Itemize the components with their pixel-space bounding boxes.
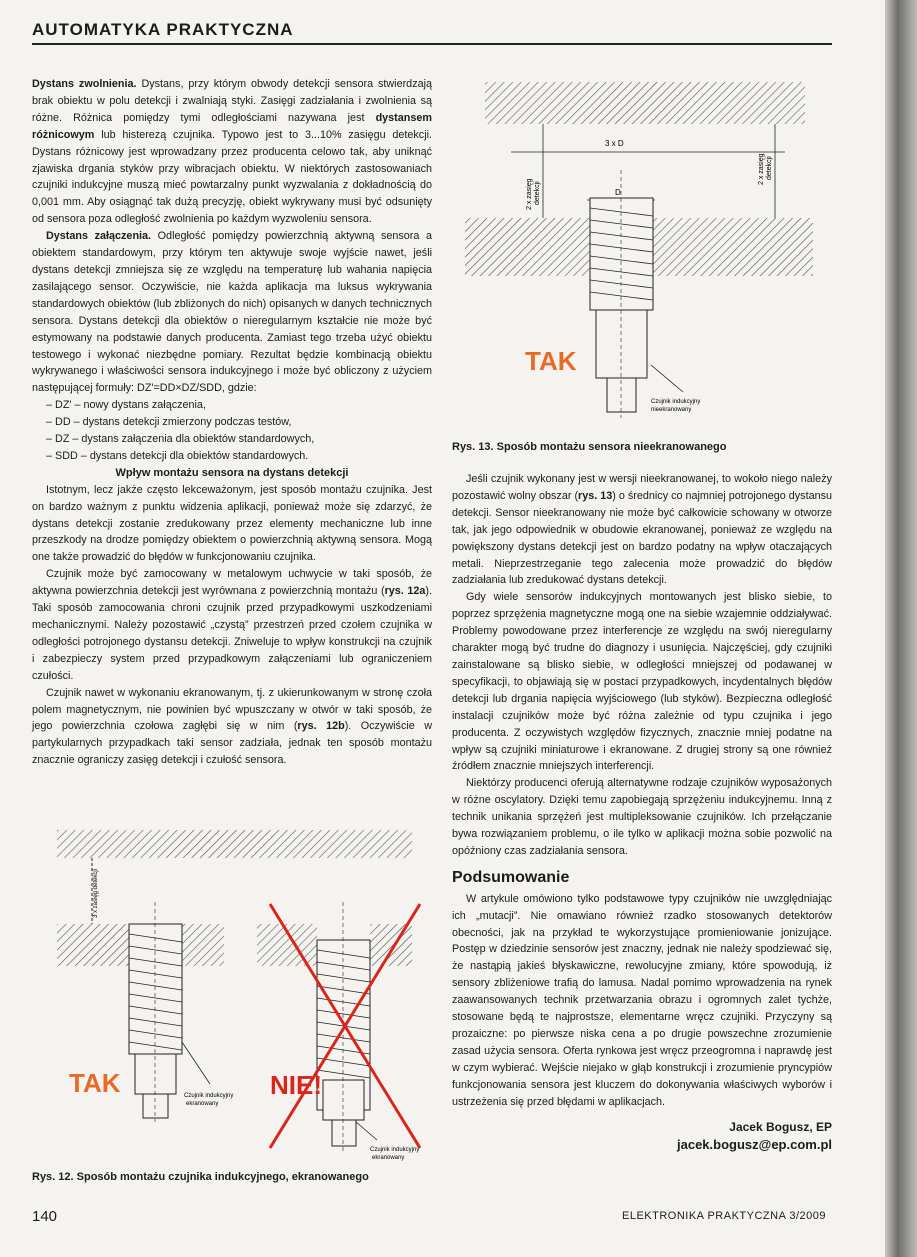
dim-left-line2: detekcji bbox=[534, 181, 541, 205]
target-plate bbox=[57, 830, 412, 858]
sensor-label-13-line2: nieekranowany bbox=[651, 407, 692, 413]
term-differential: dystansem różnicowym bbox=[32, 111, 432, 141]
figure-ref-12b: rys. 12b bbox=[297, 720, 345, 733]
dim-right-line2: detekcji bbox=[766, 156, 773, 180]
nie-label: NIE! bbox=[270, 1070, 322, 1100]
page-number: 140 bbox=[32, 1208, 58, 1225]
paragraph-mounting: Istotnym, lecz jakże często lekceważonym, jest sposób montażu czujnika. Jest on bardzo ważnym z punktu widzenia aplikacji, ponieważ może się zdarzyć, że dystans detekcji zostanie zredukowany przez elementy mechaniczne lub inne przeszkody na drodze pomiędzy obiektem o powierzchnią aktywną sensora. Mogą one także prowadzić do błędów w funkcjonowaniu czujnika. bbox=[32, 483, 432, 564]
author-name: Jacek Bogusz, EP bbox=[729, 1119, 832, 1134]
list-item: – DZ – dystans załączenia dla obiektów standardowych, bbox=[46, 431, 432, 448]
tak-label-13: TAK bbox=[525, 346, 577, 376]
section-title: AUTOMATYKA PRAKTYCZNA bbox=[32, 20, 294, 39]
sensor-label-13-line1: Czujnik indukcyjny bbox=[651, 399, 701, 405]
text-run: Dystans, przy którym obwody detekcji sensora stwierdzają brak obiektu w polu detekcji i zwalniają styki. Zasięgi zadziałania i zwolnienia są różne. Różnica pomiędzy tymi odległościami nazywana jest bbox=[32, 78, 432, 124]
figure-13-caption: Rys. 13. Sposób montażu sensora nieekranowanego bbox=[452, 441, 727, 453]
dim-d-label: D bbox=[615, 188, 621, 197]
subheading-mounting: Wpływ montażu sensora na dystans detekcji bbox=[115, 466, 349, 479]
paragraph-operate-distance bbox=[32, 228, 432, 397]
text-run: ). Oczywiście w partykularnych przypadkach taki sensor zadziała, jednak ten sposób montażu znacznie ograniczy zasięg detekcji i czułość sensora. bbox=[32, 720, 432, 767]
mount-plate-right-b bbox=[370, 924, 412, 966]
magazine-issue: ELEKTRONIKA PRAKTYCZNA 3/2009 bbox=[622, 1210, 827, 1222]
paragraph-summary: W artykule omówiono tylko podstawowe typy czujników nie uwzględniając ich „mutacji”. Nie omawiano również rzadko stosowanych detektorów obecności, jak na przykład te wykorzystujące promieniowanie jonizujące. Postęp w dziedzinie sensorów jest znaczny, jednak nie należy spodziewać się, że nastąpią jakieś błyskawiczne, rewolucyjne zmiany, które spowodują, iż sensory zbliżeniowe trafią do lamusa. Nadal pomimo wprowadzenia na rynek zaawansowanych technik przetwarzania obrazu i ogromnych zalet tychże, stosowane będą te najprostsze, elementarne wręcz czujniki. Przyczyny są prozaiczne: po pierwsze niska cena a po drugie powszechne zrozumienie zasad użycia sensora. Oferta rynkowa jest wręcz przeogromna i naprawdę jest w czym wybierać. Wejście niejako w głąb konstrukcji i zrozumienie pryncypiów funkcjonowania sensora jest kluczem do dokonywania właściwych wyborów i ustrzeżenia się przed błędami w aplikacjach. bbox=[452, 892, 832, 1108]
paragraph-flush-mount bbox=[32, 566, 432, 684]
mount-plate-left bbox=[465, 218, 590, 276]
formula-legend-list bbox=[32, 397, 432, 465]
text-run: Czujnik nawet w wykonaniu ekranowanym, tj. z ukierunkowanym w stronę czoła polem magnetycznym, nie powinien być wpuszczany w otwór w taki sposób, że jego powierzchnia czołowa zagłębi się w nim ( bbox=[32, 686, 432, 733]
sensor-label-a-line1: Czujnik indukcyjny bbox=[184, 1093, 234, 1099]
figure-ref-12a: rys. 12a bbox=[384, 585, 426, 598]
figure-ref-13: rys. 13 bbox=[578, 489, 613, 502]
text-run: Czujnik może być zamocowany w metalowym uchwycie w taki sposób, że aktywna powierzchnia detekcji jest wyrównana z powierzchnią montażu ( bbox=[32, 568, 432, 598]
mount-plate-left-a bbox=[57, 924, 129, 966]
figure-13-diagram bbox=[465, 70, 825, 430]
tak-label-12: TAK bbox=[69, 1068, 121, 1098]
text-run: Jeśli czujnik wykonany jest w wersji nieekranowanej, to wokoło niego należy pozostawić wolny obszar ( bbox=[452, 473, 832, 502]
text-run: Odległość pomiędzy powierzchnią aktywną sensora a obiektem standardowym, przy którym ten aktywuje swoje wyjście nawet, jeśli dystans detekcji zmniejsza się ze względu na temperaturę lub wahania napięcia zasilającego sensor. Oczywiście, nie każda aplikacja ma luksus wykrywania standardowych obiektów (lub zbliżonych do nich) opisanych w danych technicznych sensora. Dystans detekcji dla obiektów o nieregularnym kształcie nie może być estymowany na podstawie danych producenta. Zamiast tego trzeba użyć obiektu testowego i wykonać niezbędne pomiary. Rezultat będzie kombinacją obiektu wykrywanego i właściwości sensora indukcyjnego i może być obliczony z użyciem następującej formuły: DZ'=DD×DZ/SDD, gdzie: bbox=[32, 230, 433, 395]
paragraph-recessed bbox=[32, 685, 432, 770]
mount-plate-right-a bbox=[182, 924, 224, 966]
paragraph-oscillators: Niektórzy producenci oferują alternatywne rodzaje czujników wyposażonych w różne oscylatory. Dzięki temu zapobiegają sprzężeniu indukcyjnemu. Inną z technik unikania sprzężeń jest multipleksowanie czujników. Ich przełączanie bywa rozwiązaniem problemu, o ile tylko w aplikacji można sobie pozwolić na opóźniony czas zadziałania sensora. bbox=[452, 777, 832, 857]
heading-summary: Podsumowanie bbox=[452, 868, 570, 886]
paragraph-release-distance bbox=[32, 76, 432, 228]
list-item: – DZ' – nowy dystans załączenia, bbox=[46, 397, 432, 414]
text-run: lub histerezą czujnika. Typowo jest to 3...10% zasięgu detekcji. Dystans różnicowy jest wprowadzany przez producenta celowo tak, aby uniknąć zjawiska drgania styków przy wibracjach obiektu. W niektórych zastosowaniach czujniki indukcyjne muszą mieć powtarzalny punkt wyzwalania z dokładnością do 0,001 mm. Aby osiągnąć tak dużą precyzję, obiekt wykrywany musi być odsunięty od sensora poza odległość zwolnienia po każdym wyzwoleniu sensora. bbox=[32, 128, 432, 226]
right-column bbox=[452, 471, 832, 1153]
dim-right-line1: 2 x zasięg bbox=[758, 153, 765, 185]
sensor-label-b-line1: Czujnik indukcyjny bbox=[370, 1147, 420, 1153]
mount-plate-right bbox=[653, 218, 813, 276]
paragraph-unshielded bbox=[452, 471, 832, 589]
figure-12-diagram bbox=[32, 822, 432, 1162]
term-release-distance: Dystans zwolnienia. bbox=[32, 78, 137, 90]
dimension-label: 3 x zasięg detekcji bbox=[93, 868, 99, 918]
term-operate-distance: Dystans załączenia. bbox=[46, 230, 152, 243]
dim-left-line1: 2 x zasięg bbox=[526, 178, 533, 210]
sensor-unshielded bbox=[590, 198, 653, 412]
list-item: – DD – dystans detekcji zmierzony podczas testów, bbox=[46, 414, 432, 431]
target-plate bbox=[485, 82, 805, 124]
sensor-shielded-a bbox=[129, 924, 182, 1118]
author-email[interactable]: jacek.bogusz@ep.com.pl bbox=[677, 1136, 832, 1152]
header-rule bbox=[32, 43, 832, 45]
paragraph-interference: Gdy wiele sensorów indukcyjnych montowanych jest blisko siebie, to poprzez sprzężenia magnetyczne mogą one na siebie wzajemnie oddziaływać. Problemy powodowane przez interferencje ze względu na swój nieregularny charakter mogą być trudne do diagnozy i usunięcia. Najczęściej, gdy czujniki zainstalowane są blisko siebie, w odległości mniejszej od podawanej w specyfikacji, to objawiają się w postaci przypadkowych, incydentalnych błędów detekcji lub drgania napięcia wyjściowego (lub styków). Bezpieczna odległość instalacji czujników może być różna zależnie od typu czujnika i jego producenta. Z oczywistych względów fizycznych, znacznie mniej podatne na wpływ są czujniki miniaturowe i ekranowane. Z drugiej strony są one również źródłem znacznie mniejszych interferencji. bbox=[452, 591, 832, 773]
running-header bbox=[32, 18, 832, 42]
dim-top-label: 3 x D bbox=[605, 139, 624, 148]
sensor-shielded-b bbox=[317, 940, 370, 1146]
text-run: ). Taki sposób zamocowania chroni czujnik przed przypadkowymi uszkodzeniami mechanicznymi. Należy pozostawić „czystą” przestrzeń przed czołem czujnika w odległości potrojonego dystansu detekcji. Zniweluje to wpływ konstrukcji na czujnik i zabezpieczy system przed przypadkowym załączeniami lub ograniczeniem czułości. bbox=[32, 585, 432, 682]
sensor-label-b-line2: ekranowany bbox=[372, 1155, 405, 1161]
page-spine-shadow bbox=[885, 0, 917, 1257]
figure-12-caption: Rys. 12. Sposób montażu czujnika indukcyjnego, ekranowanego bbox=[32, 1171, 369, 1183]
left-column bbox=[32, 76, 432, 769]
list-item: – SDD – dystans detekcji dla obiektów standardowych. bbox=[46, 448, 432, 465]
text-run: ) o średnicy co najmniej potrojonego dystansu detekcji. Sensor nieekranowany nie może być całkowicie schowany w otworze tak, jak jego odpowiednik w obudowie ekranowanej, ponieważ ze względu na powiększony dystans detekcji jest on bardzo podatny na wpływ otaczających metali. Nieprzestrzeganie tego zalecenia może prowadzić do błędów zadziałania lub zredukować dystans detekcji. bbox=[452, 489, 832, 587]
sensor-label-a-line2: ekranowany bbox=[186, 1101, 219, 1107]
